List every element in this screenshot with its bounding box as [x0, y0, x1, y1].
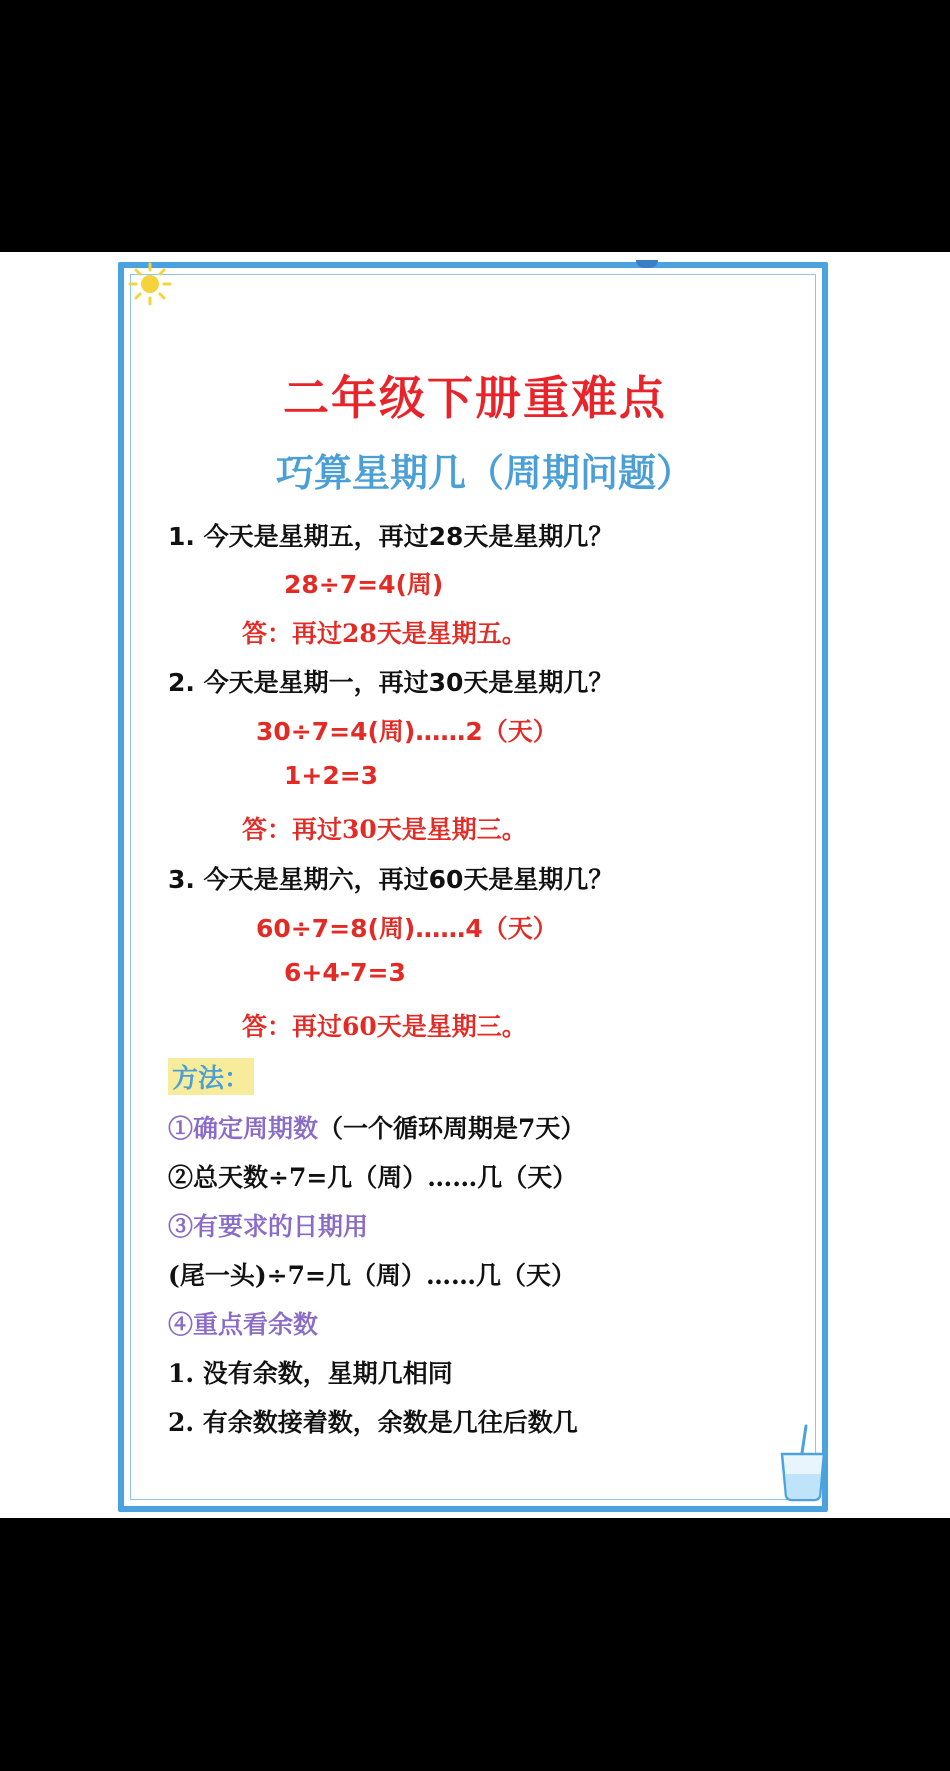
problem-2-step-1: 30÷7=4(周)……2（天） — [256, 717, 558, 746]
method-rule-1: 1. 没有余数，星期几相同 — [168, 1359, 453, 1388]
sun-icon — [128, 262, 172, 306]
page-subtitle: 巧算星期几（周期问题） — [275, 450, 694, 495]
method-item-2: ②总天数÷7=几（周）……几（天） — [168, 1163, 578, 1192]
page-title: 二年级下册重难点 — [283, 371, 667, 425]
problem-1-step-1: 28÷7=4(周) — [284, 570, 444, 599]
method-rule-2: 2. 有余数接着数，余数是几往后数几 — [168, 1408, 578, 1437]
method-item-3-title: ③有要求的日期用 — [168, 1212, 369, 1241]
problem-1-answer: 答：再过28天是星期五。 — [242, 619, 527, 648]
worksheet — [0, 252, 950, 1518]
problem-1-question: 1. 今天是星期五，再过28天是星期几？ — [168, 522, 614, 551]
method-item-1-note: （一个循环周期是7天） — [318, 1114, 586, 1143]
problem-3-step-1: 60÷7=8(周)……4（天） — [256, 914, 558, 943]
problem-2-step-2: 1+2=3 — [284, 761, 379, 790]
method-item-1 — [168, 1109, 585, 1145]
method-item-1-title: ①确定周期数 — [168, 1114, 319, 1143]
method-item-4-title: ④重点看余数 — [168, 1310, 319, 1339]
problem-3-step-2: 6+4-7=3 — [284, 958, 406, 987]
method-label: 方法： — [168, 1058, 254, 1095]
problem-3-answer: 答：再过60天是星期三。 — [242, 1012, 527, 1041]
problem-3-question: 3. 今天是星期六，再过60天是星期几？ — [168, 865, 614, 894]
cup-icon — [776, 1424, 830, 1502]
problem-2-answer: 答：再过30天是星期三。 — [242, 815, 527, 844]
problem-2-question: 2. 今天是星期一，再过30天是星期几？ — [168, 668, 614, 697]
method-item-3-formula: (尾一头)÷7=几（周）……几（天） — [168, 1261, 576, 1290]
